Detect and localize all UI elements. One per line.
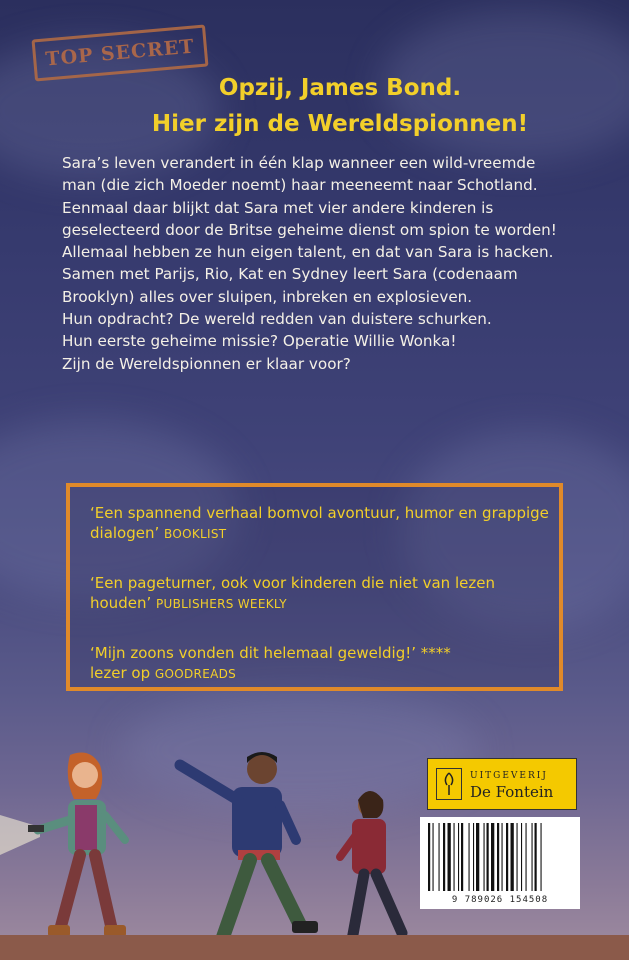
- top-secret-stamp: TOP SECRET: [32, 24, 209, 81]
- review-quote: [90, 573, 550, 614]
- barcode-bar: [476, 823, 479, 891]
- barcode-bar: [487, 823, 489, 891]
- barcode-bar: [428, 823, 430, 891]
- barcode-bar: [535, 823, 537, 891]
- headline-line-2: Hier zijn de Wereldspionnen!: [151, 111, 529, 137]
- review-quote: [90, 503, 550, 544]
- blurb-paragraph: Hun eerste geheime missie? Operatie Willie Wonka!: [62, 332, 457, 351]
- barcode-bar: [491, 823, 494, 891]
- blurb-paragraph: Zijn de Wereldspionnen er klaar voor?: [62, 354, 351, 373]
- quote-source: PUBLISHERS WEEKLY: [156, 597, 287, 611]
- barcode-bar: [458, 823, 459, 891]
- book-blurb: [62, 152, 562, 375]
- isbn-barcode: [420, 817, 580, 909]
- publisher-logo: [427, 758, 577, 810]
- quote-text: ‘Een spannend verhaal bomvol avontuur, humor en grappige dialogen’: [90, 504, 549, 542]
- barcode-bar: [484, 823, 485, 891]
- fountain-icon: [436, 768, 462, 800]
- running-kids-illustration: [0, 745, 429, 960]
- blurb-paragraph: Allemaal hebben ze hun eigen talent, en dat van Sara is hacken. Samen met Parijs, Rio, Kat en Sydney leert Sara (codenaam Brooklyn) alles over sluipen, inbreken en explosieven.: [62, 243, 554, 306]
- publisher-name: De Fontein: [470, 783, 554, 801]
- barcode-bar: [517, 823, 518, 891]
- barcode-bar: [511, 823, 514, 891]
- publisher-label: UITGEVERIJ: [470, 771, 548, 781]
- barcode-bar: [473, 823, 474, 891]
- barcode-bar: [497, 823, 499, 891]
- quote-text: ‘Een pageturner, ook voor kinderen die niet van lezen houden’: [90, 574, 495, 612]
- barcode-bar: [506, 823, 508, 891]
- blurb-paragraph: Sara’s leven verandert in één klap wanneer een wild-vreemde man (die zich Moeder noemt) haar meeneemt naar Schotland. Eenmaal daar blijkt dat Sara met vier andere kinderen is geselecteerd door de Britse geheime dienst om spion te worden!: [62, 154, 557, 239]
- barcode-bar: [454, 823, 455, 891]
- review-quotes-frame: [66, 483, 563, 691]
- barcode-bar: [439, 823, 440, 891]
- barcode-bar: [521, 823, 522, 891]
- barcode-bar: [433, 823, 434, 891]
- barcode-bar: [502, 823, 503, 891]
- barcode-bar: [448, 823, 451, 891]
- barcode-bars: [428, 823, 572, 891]
- quote-source: GOODREADS: [154, 667, 237, 681]
- barcode-bar: [532, 823, 533, 891]
- headline-line-1: Opzij, James Bond.: [218, 75, 462, 101]
- quote-prefix: lezer op: [90, 664, 151, 682]
- barcode-bar: [469, 823, 470, 891]
- barcode-bar: [541, 823, 542, 891]
- barcode-bar: [443, 823, 445, 891]
- rooftop: [0, 935, 629, 960]
- barcode-bar: [461, 823, 463, 891]
- barcode-bar: [526, 823, 527, 891]
- quote-text: ‘Mijn zoons vonden dit helemaal geweldig!’ ****: [90, 644, 451, 662]
- headline: [120, 70, 560, 142]
- quote-source: BOOKLIST: [164, 527, 227, 541]
- isbn-number: 9 789026 154508: [451, 895, 549, 905]
- blurb-paragraph: Hun opdracht? De wereld redden van duistere schurken.: [62, 310, 492, 329]
- review-quote: [90, 643, 550, 684]
